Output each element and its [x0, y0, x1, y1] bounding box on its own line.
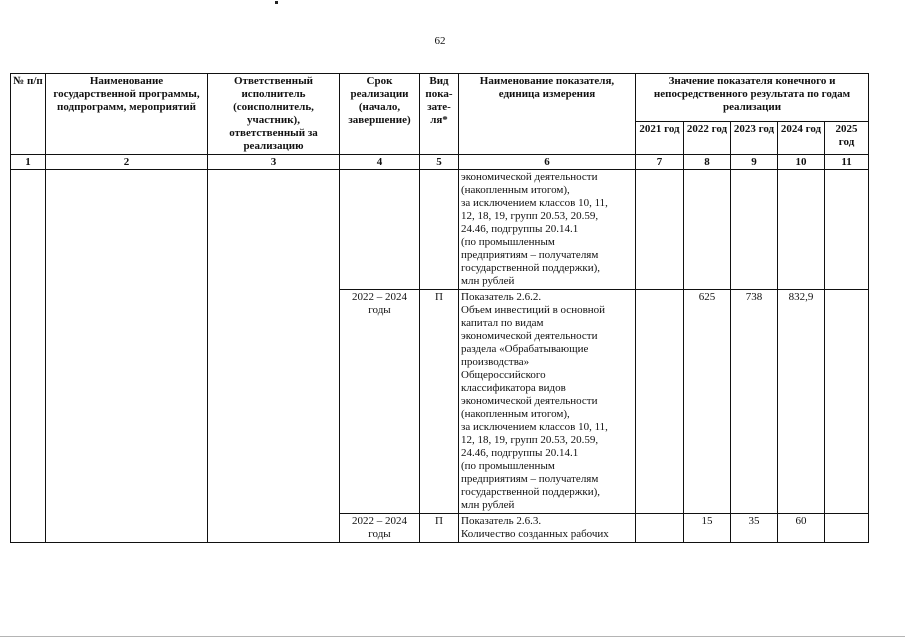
cell-value-2022: 15: [684, 514, 731, 543]
indicator-line: классификатора видов: [461, 382, 566, 394]
cell-indicator-type: [420, 170, 459, 290]
indicator-line: Показатель 2.6.2.: [461, 291, 542, 303]
indicator-line: Показатель 2.6.3.: [461, 515, 542, 527]
cell-responsible: [208, 170, 340, 543]
indicator-line: (накопленным итогом),: [461, 184, 570, 196]
header-year: 2022 год: [684, 121, 731, 154]
column-number: 6: [459, 155, 636, 170]
indicator-line: экономической деятельности: [461, 395, 598, 407]
indicator-line: капитал по видам: [461, 317, 544, 329]
column-number: 11: [825, 155, 869, 170]
indicator-line: предприятиям – получателям: [461, 249, 599, 261]
column-number: 3: [208, 155, 340, 170]
cell-value-2022: 625: [684, 290, 731, 514]
header-year: 2025 год: [825, 121, 869, 154]
header-year: 2024 год: [778, 121, 825, 154]
column-number: 5: [420, 155, 459, 170]
scan-mark-top: [275, 1, 278, 4]
cell-indicator-type: П: [420, 514, 459, 543]
cell-value-2021: [636, 514, 684, 543]
indicator-line: 12, 18, 19, групп 20.53, 20.59,: [461, 434, 599, 446]
cell-value-2022: [684, 170, 731, 290]
indicator-line: 12, 18, 19, групп 20.53, 20.59,: [461, 210, 599, 222]
cell-number: [11, 170, 46, 543]
column-number: 10: [778, 155, 825, 170]
header-values-group: Значение показателя конечного и непосредственного результата по годам реализации: [636, 74, 869, 122]
column-number: 1: [11, 155, 46, 170]
column-number: 8: [684, 155, 731, 170]
cell-indicator-name: [459, 290, 636, 514]
cell-value-2025: [825, 514, 869, 543]
indicator-line: Количество созданных рабочих: [461, 528, 609, 540]
indicators-table: [10, 73, 869, 543]
indicator-line: (по промышленным: [461, 236, 555, 248]
header-indicator-type: Вид пока-зате-ля*: [420, 74, 459, 155]
column-number: 2: [46, 155, 208, 170]
header-year: 2023 год: [731, 121, 778, 154]
cell-value-2023: 738: [731, 290, 778, 514]
cell-period: 2022 – 2024 годы: [340, 290, 420, 514]
page-number: 62: [434, 35, 446, 47]
cell-program-name: [46, 170, 208, 543]
indicator-line: 24.46, подгруппы 20.14.1: [461, 447, 579, 459]
header-year: 2021 год: [636, 121, 684, 154]
header-row-main: [11, 74, 869, 122]
cell-indicator-name: [459, 514, 636, 543]
header-program-name: Наименование государственной программы, подпрограмм, мероприятий: [46, 74, 208, 155]
header-period: Срок реализации (начало, завершение): [340, 74, 420, 155]
indicator-line: млн рублей: [461, 499, 515, 511]
indicator-line: экономической деятельности: [461, 171, 598, 183]
cell-value-2024: 832,9: [778, 290, 825, 514]
indicator-line: предприятиям – получателям: [461, 473, 599, 485]
cell-period: 2022 – 2024 годы: [340, 514, 420, 543]
column-number: 4: [340, 155, 420, 170]
cell-value-2021: [636, 290, 684, 514]
cell-value-2023: 35: [731, 514, 778, 543]
column-numbers-row: [11, 155, 869, 170]
indicator-line: экономической деятельности: [461, 330, 598, 342]
header-number: № п/п: [11, 74, 46, 155]
cell-period: [340, 170, 420, 290]
indicator-line: государственной поддержки),: [461, 486, 601, 498]
indicator-line: Объем инвестиций в основной: [461, 304, 606, 316]
indicator-line: производства»: [461, 356, 530, 368]
cell-value-2021: [636, 170, 684, 290]
indicator-line: Общероссийского: [461, 369, 546, 381]
header-indicator-name: Наименование показателя, единица измерения: [459, 74, 636, 155]
cell-indicator-name: [459, 170, 636, 290]
table-row: [11, 170, 869, 290]
indicator-line: (по промышленным: [461, 460, 555, 472]
cell-value-2025: [825, 290, 869, 514]
indicator-line: (накопленным итогом),: [461, 408, 570, 420]
header-responsible: Ответственный исполнитель (соисполнитель, участник), ответственный за реализацию: [208, 74, 340, 155]
indicator-line: за исключением классов 10, 11,: [461, 421, 608, 433]
cell-value-2025: [825, 170, 869, 290]
indicator-line: 24.46, подгруппы 20.14.1: [461, 223, 579, 235]
column-number: 9: [731, 155, 778, 170]
cell-indicator-type: П: [420, 290, 459, 514]
indicator-line: за исключением классов 10, 11,: [461, 197, 608, 209]
cell-value-2024: 60: [778, 514, 825, 543]
indicator-line: млн рублей: [461, 275, 515, 287]
cell-value-2024: [778, 170, 825, 290]
cell-value-2023: [731, 170, 778, 290]
indicator-line: государственной поддержки),: [461, 262, 601, 274]
scan-edge-bottom: [0, 636, 905, 637]
indicator-line: раздела «Обрабатывающие: [461, 343, 589, 355]
column-number: 7: [636, 155, 684, 170]
